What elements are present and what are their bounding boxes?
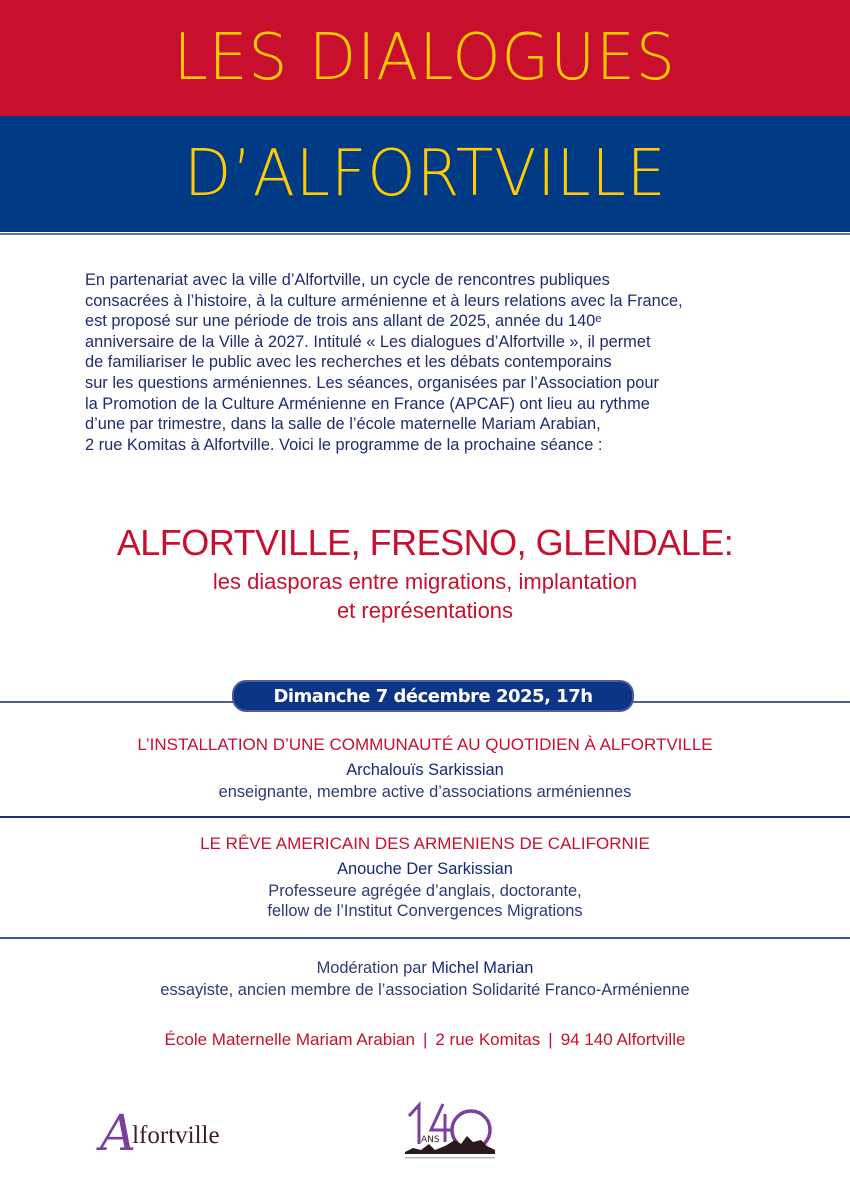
talk-title: L’INSTALLATION D’UNE COMMUNAUTÉ AU QUOTIDIEN À ALFORTVILLE	[137, 735, 713, 754]
moderation-prefix: Modération par	[316, 959, 432, 977]
header-blue-band	[0, 116, 850, 232]
talk-speaker: Anouche Der Sarkissian	[337, 860, 513, 878]
talk-description: enseignante, membre active d’associations arméniennes	[218, 783, 632, 801]
intro-line: la Promotion de la Culture Arménienne en France (APCAF) ont lieu au rythme	[85, 394, 650, 413]
topic-subtitle	[0, 567, 850, 625]
talk-description-line: Professeure agrégée d’anglais, doctorante,	[268, 882, 582, 900]
venue-city: 94 140 Alfortville	[560, 1030, 686, 1049]
talk-description	[0, 881, 850, 921]
talk-speaker: Archalouïs Sarkissian	[346, 761, 504, 779]
venue-name: École Maternelle Mariam Arabian	[164, 1030, 415, 1049]
section-divider	[0, 937, 850, 939]
intro-line: 2 rue Komitas à Alfortville. Voici le programme de la prochaine séance :	[85, 435, 603, 454]
alfortville-logo-initial: A	[100, 1104, 137, 1162]
intro-line: consacrées à l’histoire, à la culture arménienne et à leurs relations avec la France,	[85, 291, 683, 310]
intro-line: est proposé sur une période de trois ans allant de 2025, année du 140ᵉ	[85, 312, 602, 331]
intro-paragraph	[85, 270, 785, 455]
intro-line: En partenariat avec la ville d’Alfortville, un cycle de rencontres publiques	[85, 271, 610, 289]
topic-title: ALFORTVILLE, FRESNO, GLENDALE:	[116, 522, 734, 563]
intro-line: anniversaire de la Ville à 2027. Intitulé « Les dialogues d’Alfortville », il permet	[85, 332, 651, 351]
header-red-band	[0, 0, 850, 116]
talk-description-line: fellow de l’Institut Convergences Migrations	[267, 902, 583, 920]
date-badge	[232, 680, 634, 712]
intro-line: de familiariser le public avec les recherches et les débats contemporains	[85, 353, 612, 372]
section-divider	[0, 816, 850, 818]
intro-line: d’une par trimestre, dans la salle de l’école maternelle Mariam Arabian,	[85, 415, 601, 434]
anniversary-140-icon	[395, 1100, 505, 1162]
talk-2	[0, 834, 850, 921]
alfortville-logo	[100, 1104, 220, 1162]
address-separator: |	[422, 1030, 428, 1049]
venue-address	[0, 1030, 850, 1050]
address-separator: |	[548, 1030, 553, 1049]
moderation-line	[0, 957, 850, 979]
anniversary-140-logo	[395, 1100, 505, 1162]
header-title-line2: D’ALFORTVILLE	[183, 137, 667, 211]
talk-title: LE RÊVE AMERICAIN DES ARMENIENS DE CALIFORNIE	[200, 834, 650, 853]
header-title-line1: LES DIALOGUES	[173, 21, 677, 95]
talk-1	[0, 735, 850, 802]
venue-street: 2 rue Komitas	[435, 1030, 541, 1049]
svg-text:ANS: ANS	[421, 1135, 440, 1145]
alfortville-logo-text: lfortville	[132, 1122, 220, 1149]
topic-subtitle-line: et représentations	[336, 598, 514, 623]
intro-line: sur les questions arméniennes. Les séances, organisées par l’Association pour	[85, 373, 659, 392]
date-badge-text: Dimanche 7 décembre 2025, 17h	[273, 685, 593, 707]
moderation-block	[0, 957, 850, 1001]
moderator-name: Michel Marian	[431, 959, 534, 977]
topic-subtitle-line: les diasporas entre migrations, implantation	[212, 569, 638, 594]
moderator-description: essayiste, ancien membre de l’association Solidarité Franco-Arménienne	[160, 981, 690, 999]
